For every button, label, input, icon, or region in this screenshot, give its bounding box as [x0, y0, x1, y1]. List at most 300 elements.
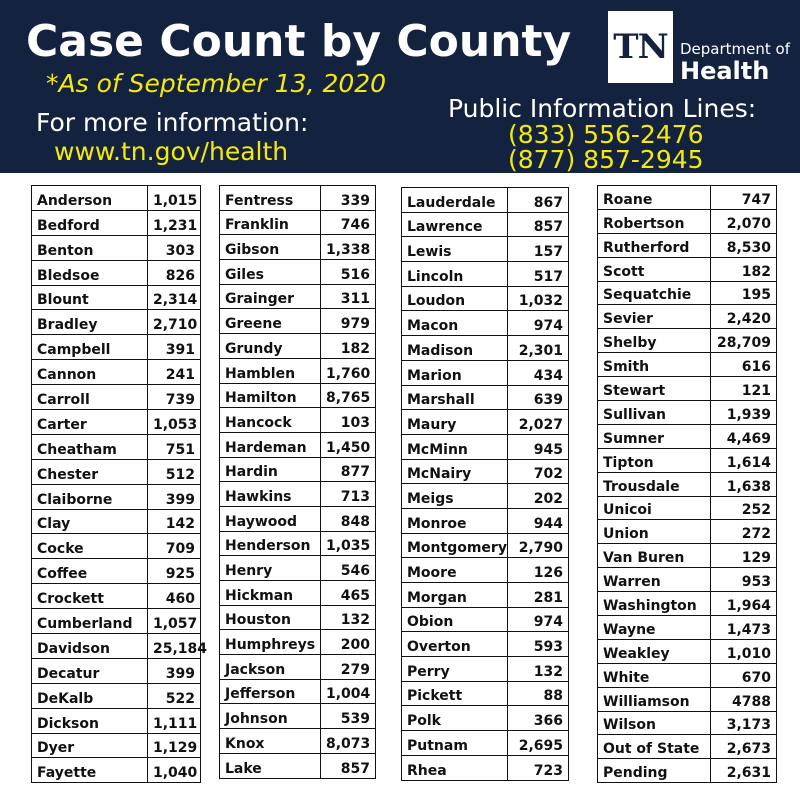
- table-row: [32, 459, 201, 484]
- county-name: Lincoln: [402, 262, 508, 287]
- table-row: [598, 663, 777, 687]
- county-name: Shelby: [598, 329, 711, 353]
- case-count: 272: [711, 520, 777, 544]
- table-row: [598, 759, 777, 783]
- county-name: Washington: [598, 592, 711, 616]
- case-count: 945: [508, 434, 569, 459]
- county-name: Sullivan: [598, 401, 711, 425]
- county-name: Dyer: [32, 733, 148, 758]
- table-row: [598, 424, 777, 448]
- table-row: [220, 531, 376, 556]
- county-name: Decatur: [32, 658, 148, 683]
- info-url[interactable]: www.tn.gov/health: [54, 137, 289, 166]
- table-row: [598, 281, 777, 305]
- table-row: [32, 559, 201, 584]
- table-row: [402, 286, 569, 311]
- phone-number-2[interactable]: (877) 857-2945: [508, 145, 704, 174]
- county-name: Obion: [402, 607, 508, 632]
- county-name: Houston: [220, 605, 321, 630]
- county-name: Hawkins: [220, 482, 321, 507]
- table-row: [32, 310, 201, 335]
- case-count: 546: [321, 556, 376, 581]
- case-count: 974: [508, 311, 569, 336]
- county-name: Unicoi: [598, 496, 711, 520]
- case-count: 195: [711, 281, 777, 305]
- table-row: [220, 334, 376, 359]
- case-count: 517: [508, 262, 569, 287]
- table-row: [220, 482, 376, 507]
- case-count: 303: [148, 235, 201, 260]
- case-count: 2,631: [711, 759, 777, 783]
- case-count: 616: [711, 353, 777, 377]
- county-name: Haywood: [220, 506, 321, 531]
- table-row: [598, 257, 777, 281]
- table-row: [402, 434, 569, 459]
- case-count: 1,614: [711, 448, 777, 472]
- table-row: [32, 335, 201, 360]
- logo-health: Health: [680, 57, 770, 85]
- table-row: [402, 360, 569, 385]
- table-row: [402, 385, 569, 410]
- table-row: [220, 260, 376, 285]
- case-count: 925: [148, 559, 201, 584]
- table-row: [402, 706, 569, 731]
- more-info-label: For more information:: [36, 108, 309, 137]
- county-name: Scott: [598, 257, 711, 281]
- county-name: Wayne: [598, 616, 711, 640]
- case-count: 639: [508, 385, 569, 410]
- case-count: 539: [321, 704, 376, 729]
- table-row: [32, 235, 201, 260]
- county-name: Stewart: [598, 377, 711, 401]
- table-row: [220, 408, 376, 433]
- county-name: Van Buren: [598, 544, 711, 568]
- county-name: Montgomery: [402, 533, 508, 558]
- table-row: [402, 237, 569, 262]
- case-count: 2,027: [508, 410, 569, 435]
- county-name: Robertson: [598, 209, 711, 233]
- table-row: [402, 188, 569, 213]
- county-name: Polk: [402, 706, 508, 731]
- table-row: [402, 311, 569, 336]
- county-name: Jefferson: [220, 679, 321, 704]
- table-row: [598, 592, 777, 616]
- county-name: Cumberland: [32, 609, 148, 634]
- table-row: [220, 630, 376, 655]
- county-name: Johnson: [220, 704, 321, 729]
- county-name: Morgan: [402, 583, 508, 608]
- case-count: 747: [711, 186, 777, 210]
- case-count: 2,695: [508, 731, 569, 756]
- county-name: White: [598, 663, 711, 687]
- county-name: Hardeman: [220, 432, 321, 457]
- county-name: McNairy: [402, 459, 508, 484]
- logo-department: Department of: [680, 40, 790, 58]
- case-count: 1,939: [711, 401, 777, 425]
- county-name: Franklin: [220, 210, 321, 235]
- case-count: 399: [148, 658, 201, 683]
- case-count: 2,314: [148, 285, 201, 310]
- county-name: Pickett: [402, 681, 508, 706]
- table-row: [220, 729, 376, 754]
- county-name: Perry: [402, 657, 508, 682]
- case-count: 857: [321, 753, 376, 778]
- table-row: [598, 233, 777, 257]
- case-count: 739: [148, 385, 201, 410]
- table-row: [402, 336, 569, 361]
- county-name: Crockett: [32, 584, 148, 609]
- case-count: 944: [508, 508, 569, 533]
- table-row: [402, 484, 569, 509]
- table-row: [32, 484, 201, 509]
- county-name: Claiborne: [32, 484, 148, 509]
- case-count: 1,111: [148, 708, 201, 733]
- case-count: 979: [321, 309, 376, 334]
- case-count: 670: [711, 663, 777, 687]
- tn-logo: [608, 11, 673, 83]
- table-row: [32, 609, 201, 634]
- case-count: 3,173: [711, 711, 777, 735]
- case-count: 2,420: [711, 305, 777, 329]
- county-name: Weakley: [598, 639, 711, 663]
- public-lines-label: Public Information Lines:: [448, 94, 757, 123]
- case-count: 4,469: [711, 424, 777, 448]
- county-name: Gibson: [220, 235, 321, 260]
- table-row: [402, 410, 569, 435]
- county-name: Sumner: [598, 424, 711, 448]
- case-count: 28,709: [711, 329, 777, 353]
- table-row: [32, 410, 201, 435]
- county-name: Fayette: [32, 758, 148, 783]
- county-name: Grainger: [220, 284, 321, 309]
- case-count: 516: [321, 260, 376, 285]
- case-count: 1,638: [711, 472, 777, 496]
- case-count: 200: [321, 630, 376, 655]
- case-count: 366: [508, 706, 569, 731]
- tn-logo-mark: TN: [613, 27, 668, 67]
- table-row: [598, 520, 777, 544]
- case-count: 2,710: [148, 310, 201, 335]
- case-count: 1,450: [321, 432, 376, 457]
- case-count: 1,057: [148, 609, 201, 634]
- table-row: [220, 186, 376, 211]
- table-row: [402, 657, 569, 682]
- case-count: 182: [321, 334, 376, 359]
- case-count: 723: [508, 755, 569, 780]
- case-count: 1,010: [711, 639, 777, 663]
- case-count: 974: [508, 607, 569, 632]
- county-name: Hamblen: [220, 358, 321, 383]
- case-count: 399: [148, 484, 201, 509]
- case-count: 1,338: [321, 235, 376, 260]
- page-title: Case Count by County: [26, 16, 572, 67]
- table-row: [32, 683, 201, 708]
- case-count: 129: [711, 544, 777, 568]
- county-name: Bedford: [32, 210, 148, 235]
- county-name: Cannon: [32, 360, 148, 385]
- case-count: 512: [148, 459, 201, 484]
- table-row: [402, 262, 569, 287]
- case-count: 702: [508, 459, 569, 484]
- table-row: [220, 309, 376, 334]
- table-row: [402, 459, 569, 484]
- county-name: Hancock: [220, 408, 321, 433]
- county-name: Dickson: [32, 708, 148, 733]
- table-row: [220, 432, 376, 457]
- county-name: Bradley: [32, 310, 148, 335]
- case-count: 202: [508, 484, 569, 509]
- case-count: 1,032: [508, 286, 569, 311]
- case-count: 1,004: [321, 679, 376, 704]
- county-name: Union: [598, 520, 711, 544]
- table-row: [32, 509, 201, 534]
- county-name: Williamson: [598, 687, 711, 711]
- table-row: [598, 735, 777, 759]
- county-name: Hamilton: [220, 383, 321, 408]
- case-count: 1,964: [711, 592, 777, 616]
- case-count: 877: [321, 457, 376, 482]
- table-row: [220, 457, 376, 482]
- table-row: [220, 210, 376, 235]
- county-name: Macon: [402, 311, 508, 336]
- table-row: [402, 607, 569, 632]
- table-row: [220, 284, 376, 309]
- case-count: 1,760: [321, 358, 376, 383]
- table-row: [598, 616, 777, 640]
- county-name: Wilson: [598, 711, 711, 735]
- case-count: 434: [508, 360, 569, 385]
- county-name: Carter: [32, 410, 148, 435]
- county-table-2: [219, 185, 376, 779]
- county-name: Sevier: [598, 305, 711, 329]
- phone-number-1[interactable]: (833) 556-2476: [508, 120, 704, 149]
- table-row: [32, 360, 201, 385]
- case-count: 339: [321, 186, 376, 211]
- county-table-3: [401, 187, 569, 781]
- case-count: 2,301: [508, 336, 569, 361]
- table-row: [32, 260, 201, 285]
- table-row: [32, 534, 201, 559]
- case-count: 593: [508, 632, 569, 657]
- county-name: Cocke: [32, 534, 148, 559]
- case-count: 1,053: [148, 410, 201, 435]
- table-row: [32, 434, 201, 459]
- county-name: Chester: [32, 459, 148, 484]
- case-count: 1,040: [148, 758, 201, 783]
- table-row: [220, 655, 376, 680]
- case-count: 1,015: [148, 186, 201, 211]
- table-row: [220, 605, 376, 630]
- case-count: 460: [148, 584, 201, 609]
- county-name: Lewis: [402, 237, 508, 262]
- table-row: [598, 711, 777, 735]
- table-row: [402, 681, 569, 706]
- case-count: 522: [148, 683, 201, 708]
- table-row: [32, 584, 201, 609]
- table-row: [598, 353, 777, 377]
- case-count: 132: [508, 657, 569, 682]
- table-row: [402, 508, 569, 533]
- county-name: Benton: [32, 235, 148, 260]
- county-name: Monroe: [402, 508, 508, 533]
- table-row: [402, 558, 569, 583]
- table-row: [598, 401, 777, 425]
- case-count: 8,765: [321, 383, 376, 408]
- county-name: Lawrence: [402, 212, 508, 237]
- table-row: [598, 186, 777, 210]
- case-count: 848: [321, 506, 376, 531]
- table-row: [220, 506, 376, 531]
- county-name: Roane: [598, 186, 711, 210]
- county-name: Henderson: [220, 531, 321, 556]
- header-banner: [0, 0, 800, 173]
- county-name: Lake: [220, 753, 321, 778]
- county-name: Putnam: [402, 731, 508, 756]
- case-count: 1,035: [321, 531, 376, 556]
- table-row: [220, 383, 376, 408]
- table-row: [32, 733, 201, 758]
- case-count: 751: [148, 434, 201, 459]
- county-name: Marion: [402, 360, 508, 385]
- county-name: Maury: [402, 410, 508, 435]
- case-count: 132: [321, 605, 376, 630]
- table-row: [32, 658, 201, 683]
- table-row: [402, 533, 569, 558]
- table-row: [598, 687, 777, 711]
- case-count: 953: [711, 568, 777, 592]
- county-name: Moore: [402, 558, 508, 583]
- county-name: Pending: [598, 759, 711, 783]
- county-name: Humphreys: [220, 630, 321, 655]
- case-count: 25,184: [148, 634, 201, 659]
- case-count: 281: [508, 583, 569, 608]
- county-name: Out of State: [598, 735, 711, 759]
- case-count: 746: [321, 210, 376, 235]
- county-name: Hardin: [220, 457, 321, 482]
- table-row: [598, 305, 777, 329]
- county-name: Clay: [32, 509, 148, 534]
- case-count: 103: [321, 408, 376, 433]
- county-table-1: [31, 185, 208, 783]
- table-row: [220, 704, 376, 729]
- case-count: 2,673: [711, 735, 777, 759]
- county-name: Madison: [402, 336, 508, 361]
- case-count: 465: [321, 581, 376, 606]
- county-name: Lauderdale: [402, 188, 508, 213]
- case-count: 2,070: [711, 209, 777, 233]
- county-name: Knox: [220, 729, 321, 754]
- county-name: Trousdale: [598, 472, 711, 496]
- county-name: Hickman: [220, 581, 321, 606]
- table-row: [598, 377, 777, 401]
- table-row: [598, 329, 777, 353]
- table-row: [32, 285, 201, 310]
- table-row: [220, 753, 376, 778]
- county-name: Cheatham: [32, 434, 148, 459]
- table-row: [598, 448, 777, 472]
- county-name: Grundy: [220, 334, 321, 359]
- case-count: 126: [508, 558, 569, 583]
- case-count: 252: [711, 496, 777, 520]
- case-count: 867: [508, 188, 569, 213]
- table-row: [32, 758, 201, 783]
- table-row: [220, 581, 376, 606]
- table-row: [32, 385, 201, 410]
- case-count: 1,473: [711, 616, 777, 640]
- county-name: Davidson: [32, 634, 148, 659]
- county-name: Tipton: [598, 448, 711, 472]
- case-count: 8,530: [711, 233, 777, 257]
- table-row: [220, 679, 376, 704]
- table-row: [32, 186, 201, 211]
- table-row: [598, 209, 777, 233]
- table-row: [402, 583, 569, 608]
- table-row: [32, 708, 201, 733]
- county-name: McMinn: [402, 434, 508, 459]
- case-count: 182: [711, 257, 777, 281]
- table-row: [220, 235, 376, 260]
- county-name: Warren: [598, 568, 711, 592]
- county-table-4: [597, 185, 777, 783]
- case-count: 142: [148, 509, 201, 534]
- table-row: [402, 731, 569, 756]
- case-count: 2,790: [508, 533, 569, 558]
- case-count: 241: [148, 360, 201, 385]
- case-count: 88: [508, 681, 569, 706]
- county-name: Blount: [32, 285, 148, 310]
- case-count: 157: [508, 237, 569, 262]
- table-row: [32, 210, 201, 235]
- case-count: 4788: [711, 687, 777, 711]
- county-name: Giles: [220, 260, 321, 285]
- county-name: Carroll: [32, 385, 148, 410]
- county-name: Overton: [402, 632, 508, 657]
- county-name: Smith: [598, 353, 711, 377]
- county-name: Rhea: [402, 755, 508, 780]
- case-count: 8,073: [321, 729, 376, 754]
- case-count: 826: [148, 260, 201, 285]
- county-name: Anderson: [32, 186, 148, 211]
- county-name: Campbell: [32, 335, 148, 360]
- table-row: [32, 634, 201, 659]
- county-name: Meigs: [402, 484, 508, 509]
- county-name: Coffee: [32, 559, 148, 584]
- case-count: 709: [148, 534, 201, 559]
- table-row: [598, 544, 777, 568]
- table-row: [402, 632, 569, 657]
- table-row: [220, 358, 376, 383]
- county-name: Henry: [220, 556, 321, 581]
- table-row: [598, 496, 777, 520]
- table-row: [402, 212, 569, 237]
- case-count: 857: [508, 212, 569, 237]
- table-row: [598, 639, 777, 663]
- as-of-date: *As of September 13, 2020: [46, 69, 387, 98]
- case-count: 391: [148, 335, 201, 360]
- county-name: Greene: [220, 309, 321, 334]
- table-row: [402, 755, 569, 780]
- case-count: 121: [711, 377, 777, 401]
- county-name: Fentress: [220, 186, 321, 211]
- county-name: Marshall: [402, 385, 508, 410]
- county-name: Rutherford: [598, 233, 711, 257]
- case-count: 713: [321, 482, 376, 507]
- table-row: [598, 472, 777, 496]
- case-count: 279: [321, 655, 376, 680]
- table-row: [598, 568, 777, 592]
- county-name: Sequatchie: [598, 281, 711, 305]
- county-name: Jackson: [220, 655, 321, 680]
